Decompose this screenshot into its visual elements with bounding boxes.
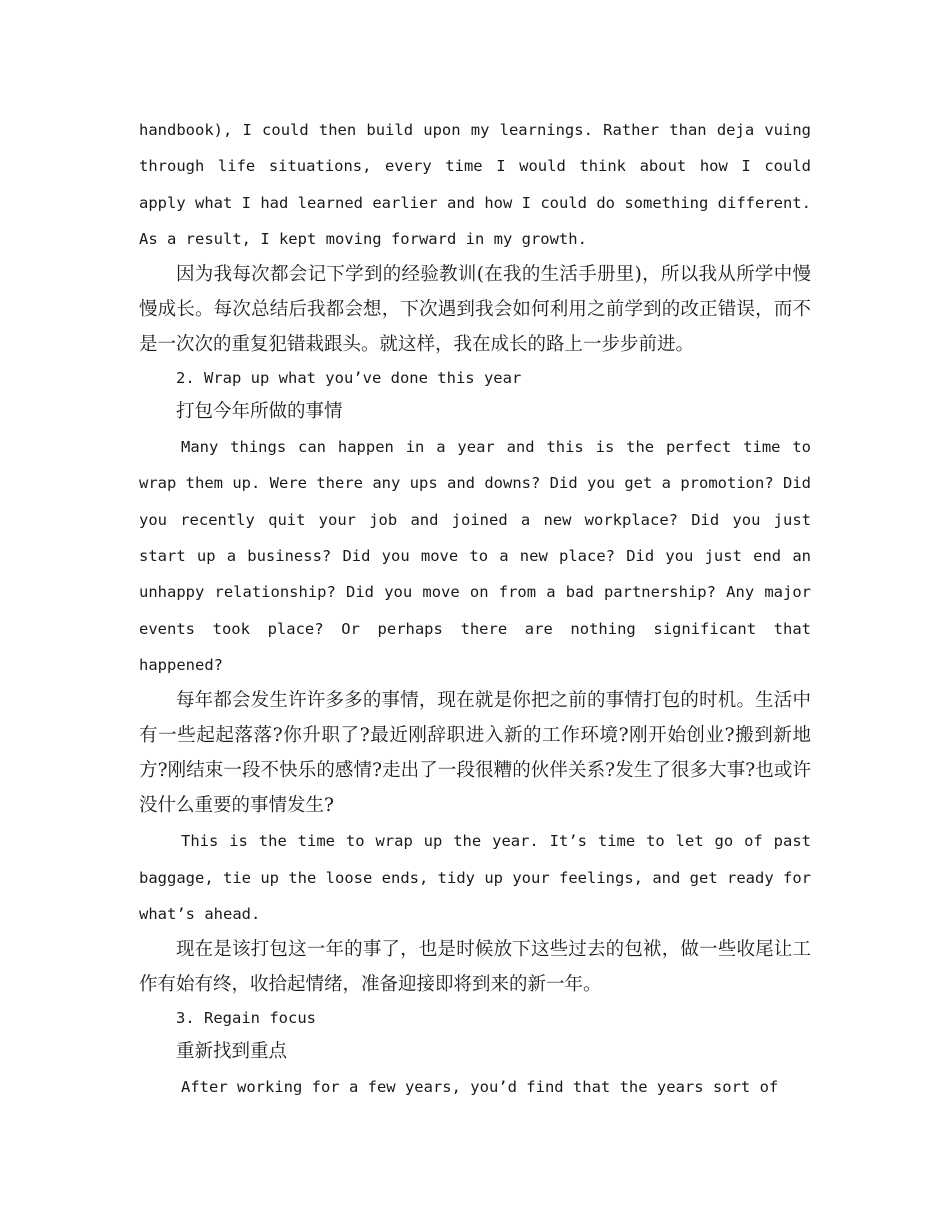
paragraph-en-after-working: After working for a few years, you’d find that the years sort of — [181, 1078, 779, 1097]
paragraph-zh-time-to-wrap: 现在是该打包这一年的事了，也是时候放下这些过去的包袱，做一些收尾让工作有始有终，收拾起情绪，准备迎接即将到来的新一年。 — [139, 939, 811, 996]
document-page — [139, 112, 811, 1105]
paragraph-zh-many-things: 每年都会发生许许多多的事情，现在就是你把之前的事情打包的时机。生活中有一些起起落落?你升职了?最近刚辞职进入新的工作环境?刚开始创业?搬到新地方?刚结束一段不快乐的感情?走出了一段很糟的伙伴关系?发生了很多大事?也或许没什么重要的事情发生? — [139, 690, 811, 817]
section-heading-wrap-up-zh: 打包今年所做的事情 — [176, 401, 343, 423]
paragraph-zh-handbook: 因为我每次都会记下学到的经验教训(在我的生活手册里)，所以我从所学中慢慢成长。每次总结后我都会想，下次遇到我会如何利用之前学到的改正错误，而不是一次次的重复犯错栽跟头。就这样，我在成长的路上一步步前进。 — [139, 264, 811, 356]
section-heading-regain-focus-zh: 重新找到重点 — [176, 1041, 288, 1063]
paragraph-en-handbook: handbook), I could then build upon my learnings. Rather than deja vuing through life situations, every time I would think about how I could apply what I had learned earlier and how I could do something different. As a result, I kept moving forward in my growth. — [139, 121, 811, 248]
paragraph-en-time-to-wrap: This is the time to wrap up the year. It’s time to let go of past baggage, tie up the loose ends, tidy up your feelings, and get ready for what’s ahead. — [139, 832, 811, 923]
section-heading-wrap-up-en: 2. Wrap up what you’ve done this year — [176, 369, 522, 388]
section-heading-regain-focus-en: 3. Regain focus — [176, 1009, 316, 1028]
paragraph-en-many-things: Many things can happen in a year and this is the perfect time to wrap them up. Were there any ups and downs? Did you get a promotion? Did you recently quit your job and joined a new workplace? Did you just start up a business? Did you move to a new place? Did you just end an unhappy relationship? Did you move on from a bad partnership? Any major events took place? Or perhaps there are nothing significant that happened? — [139, 438, 811, 674]
